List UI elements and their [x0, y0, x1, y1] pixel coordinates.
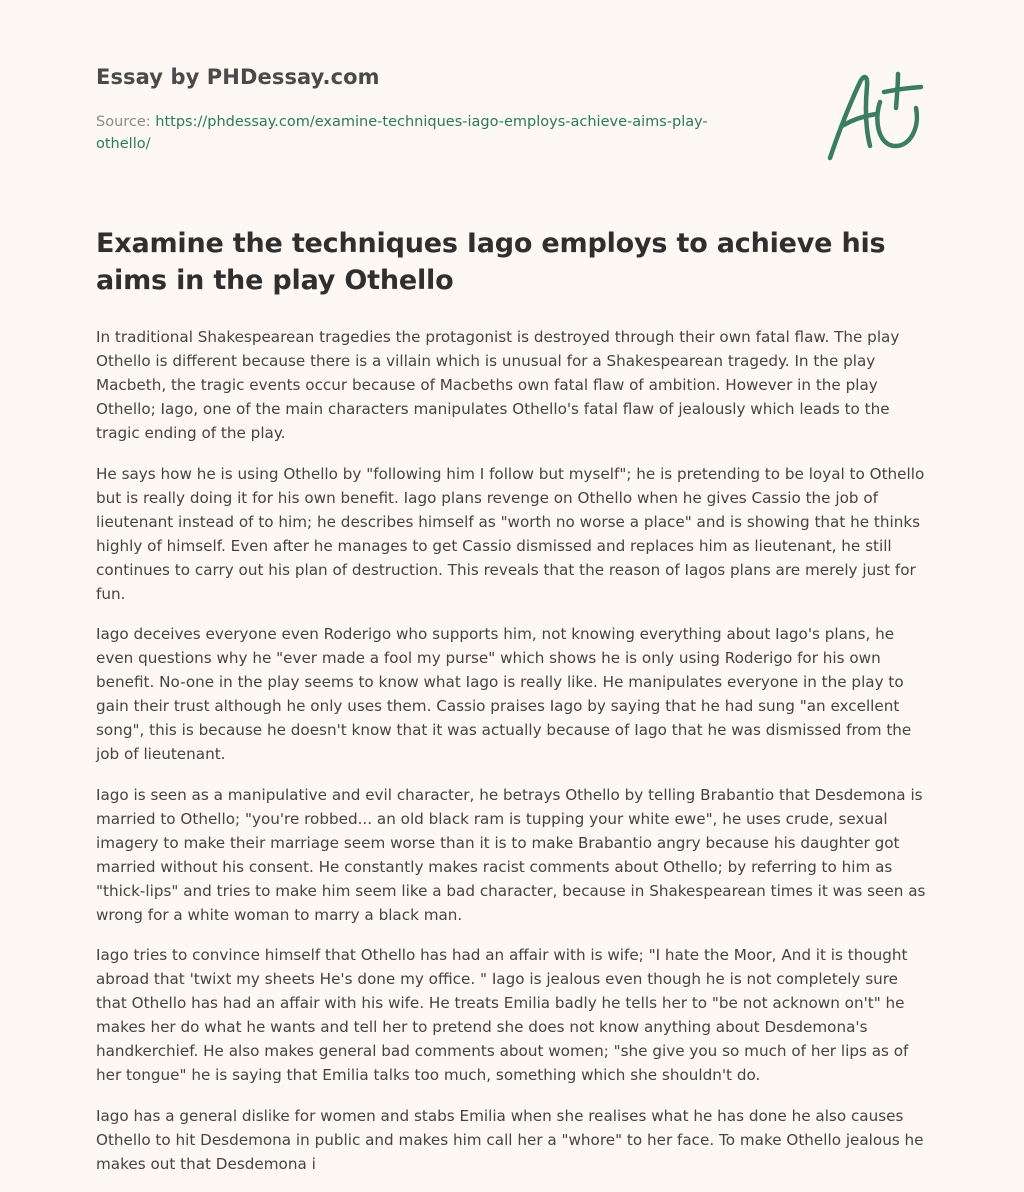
a-plus-grade-icon [824, 68, 926, 164]
essay-paragraph: In traditional Shakespearean tragedies the protagonist is destroyed through their own fatal flaw. The play Othello is different because there is a villain which is unusual for a Shakespearean tragedy. In the play Macbeth, the tragic events occur because of Macbeths own fatal flaw of ambition. However in the play Othello; Iago, one of the main characters manipulates Othello's fatal flaw of jealously which leads to the tragic ending of the play. [96, 328, 900, 442]
site-brand: Essay by PHDessay.com [96, 65, 380, 89]
essay-body [96, 325, 929, 1192]
source-line [96, 111, 736, 155]
essay-paragraph: He says how he is using Othello by "following him I follow but myself"; he is pretending to be loyal to Othello but is really doing it for his own benefit. Iago plans revenge on Othello when he gives Cassio the job of lieutenant instead of to him; he describes himself as "worth no worse a place" and is showing that he thinks highly of himself. Even after he manages to get Cassio dismissed and replaces him as lieutenant, he still continues to carry out his plan of destruction. This reveals that the reason of Iagos plans are merely just for fun. [96, 464, 925, 603]
source-link[interactable]: https://phdessay.com/examine-techniques-iago-employs-achieve-aims-play-othello/ [96, 114, 708, 152]
essay-paragraph: Iago tries to convince himself that Othello has had an affair with is wife; "I hate the Moor, And it is thought abroad that 'twixt my sheets He's done my office. " Iago is jealous even though he is not completely sure that Othello has had an affair with his wife. He treats Emilia badly he tells her to "be not acknown on't" he makes her do what he wants and tell her to pretend she does not know anything about Desdemona's handkerchief. He also makes general bad comments about women; "she give you so much of her lips as of her tongue" he is saying that Emilia talks too much, something which she shouldn't do. [96, 946, 909, 1084]
source-label: Source: [96, 114, 151, 130]
essay-paragraph: Iago deceives everyone even Roderigo who supports him, not knowing everything about Iago's plans, he even questions why he "ever made a fool my purse" which shows he is only using Roderigo for his own benefit. No-one in the play seems to know what Iago is really like. He manipulates everyone in the play to gain their trust although he only uses them. Cassio praises Iago by saying that he had sung "an excellent song", this is because he doesn't know that it was actually because of Iago that he was dismissed from the job of lieutenant. [96, 625, 912, 763]
essay-title: Examine the techniques Iago employs to achieve his aims in the play Othello [96, 228, 886, 296]
essay-paragraph: Iago is seen as a manipulative and evil character, he betrays Othello by telling Brabantio that Desdemona is married to Othello; "you're robbed... an old black ram is tupping your white ewe", he uses crude, sexual imagery to make their marriage seem worse than it is to make Brabantio angry because his daughter got married without his consent. He constantly makes racist comments about Othello; by referring to him as "thick-lips" and tries to make him seem like a bad character, because in Shakespearean times it was seen as wrong for a white woman to marry a black man. [96, 785, 926, 924]
essay-paragraph: Iago has a general dislike for women and stabs Emilia when she realises what he has done he also causes Othello to hit Desdemona in public and makes him call her a "whore" to her face. To make Othello jealous he makes out that Desdemona i [96, 1106, 924, 1173]
